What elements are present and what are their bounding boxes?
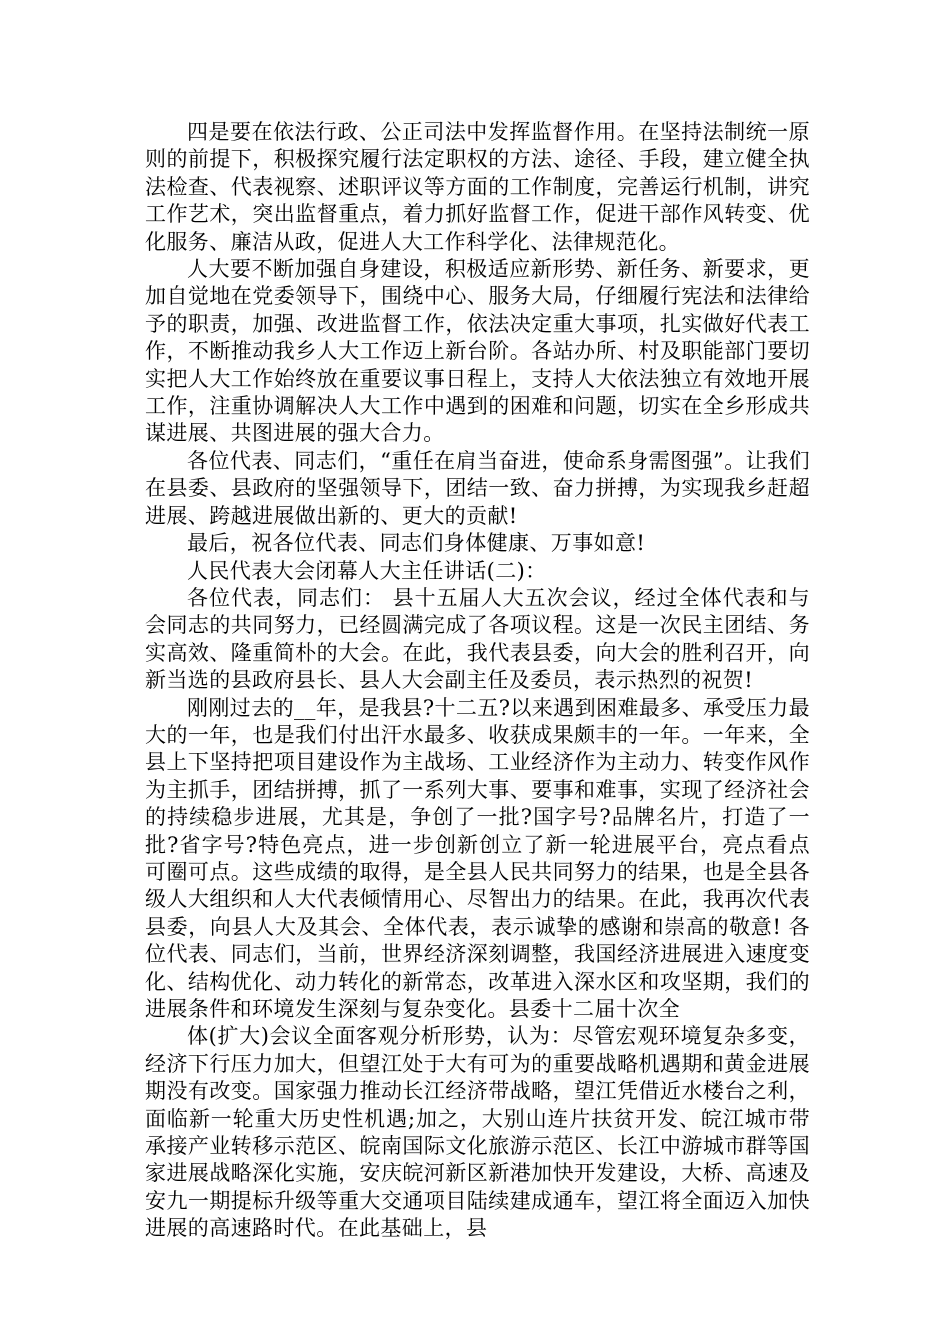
document-body	[145, 119, 810, 1243]
paragraph-situation-analysis: 体(扩大)会议全面客观分析形势，认为：尽管宏观环境复杂多变，经济下行压力加大，但望江处于大有可为的重要战略机遇期和黄金进展期没有改变。国家强力推动长江经济带战略，望江凭借近水楼台之利，面临新一轮重大历史性机遇;加之，大别山连片扶贫开发、皖江城市带承接产业转移示范区、皖南国际文化旅游示范区、长江中游城市群等国家进展战略深化实施，安庆皖河新区新港加快开发建设，大桥、高速及安九一期提标升级等重大交通项目陆续建成通车，望江将全面迈入加快进展的高速路时代。在此基础上，县	[145, 1024, 810, 1241]
paragraph-self-construction: 人大要不断加强自身建设，积极适应新形势、新任务、新要求，更加自觉地在党委领导下，围绕中心、服务大局，仔细履行宪法和法律给予的职责，加强、改进监督工作，依法决定重大事项，扎实做好代表工作，不断推动我乡人大工作迈上新台阶。各站办所、村及职能部门要切实把人大工作始终放在重要议事日程上，支持人大依法独立有效地开展工作，注重协调解决人大工作中遇到的困难和问题，切实在全乡形成共谋进展、共图进展的强大合力。	[145, 257, 810, 446]
paragraph-supervision-role: 四是要在依法行政、公正司法中发挥监督作用。在坚持法制统一原则的前提下，积极探究履行法定职权的方法、途径、手段，建立健全执法检查、代表视察、述职评议等方面的工作制度，完善运行机制，讲究工作艺术，突出监督重点，着力抓好监督工作，促进干部作风转变、优化服务、廉洁从政，促进人大工作科学化、法律规范化。	[145, 120, 810, 254]
paragraph-past-year: 刚刚过去的__年，是我县?十二五?以来遇到困难最多、承受压力最大的一年，也是我们付出汗水最多、收获成果颇丰的一年。一年来，全县上下坚持把项目建设作为主战场、工业经济作为主动力、转变作风作为主抓手，团结拼搏，抓了一系列大事、要事和难事，实现了经济社会的持续稳步进展，尤其是，争创了一批?国字号?品牌名片，打造了一批?省字号?特色亮点，进一步创新创立了新一轮进展平台，亮点看点可圈可点。这些成绩的取得，是全县人民共同努力的结果，也是全县各级人大组织和人大代表倾情用心、尽智出力的结果。在此，我再次代表县委，向县人大及其会、全体代表，表示诚挚的感谢和崇高的敬意! 各位代表、同志们，当前，世界经济深刻调整，我国经济进展进入速度变化、结构优化、动力转化的新常态，改革进入深水区和攻坚期，我们的进展条件和环境发生深刻与复杂变化。县委十二届十次全	[145, 695, 810, 1021]
section-title: 人民代表大会闭幕人大主任讲话(二)：	[187, 558, 547, 583]
paragraph-call-to-action: 各位代表、同志们，“重任在肩当奋进，使命系身需图强”。让我们在县委、县政府的坚强领导下，团结一致、奋力拼搏，为实现我乡赶超进展、跨越进展做出新的、更大的贡献!	[145, 448, 810, 528]
paragraph-greeting: 各位代表，同志们： 县十五届人大五次会议，经过全体代表和与会同志的共同努力，已经圆满完成了各项议程。这是一次民主团结、务实高效、隆重简朴的大会。在此，我代表县委，向大会的胜利召开，向新当选的县政府县长、县人大会副主任及委员，表示热烈的祝贺!	[145, 585, 810, 693]
paragraph-closing-wishes: 最后，祝各位代表、同志们身体健康、万事如意!	[187, 531, 646, 556]
